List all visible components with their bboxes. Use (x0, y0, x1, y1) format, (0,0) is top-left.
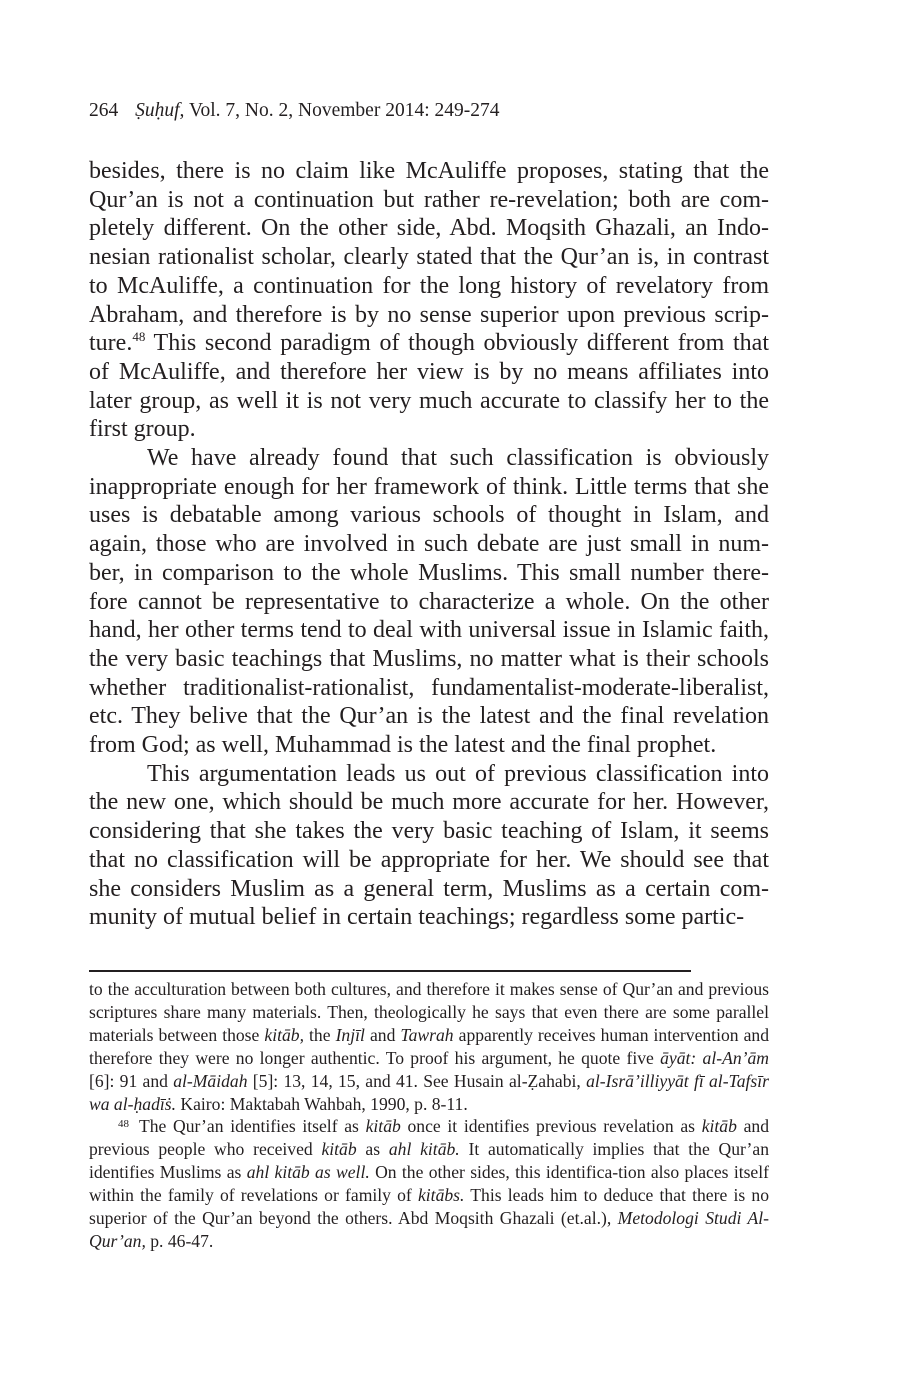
fn-text: apparently receives human intervention and therefore they were no longer authentic. To proof his argument, he quote five (89, 1024, 770, 1068)
fn-italic: kitāb (701, 1116, 737, 1137)
running-head (89, 98, 499, 124)
fn-text: [5]: 13, 14, 15, and 41. See Husain al-Ẓahabi, (247, 1070, 587, 1091)
fn-italic: kitāb (365, 1116, 401, 1137)
footnote-separator (89, 970, 691, 972)
fn-text: On the other sides, this identifica-tion also places itself within the family of revelations or family of (89, 1162, 769, 1206)
fn-text: Kairo: Maktabah Wahbah, 1990, p. 8-11. (176, 1093, 468, 1114)
paragraph-1 (89, 157, 769, 444)
footnotes (89, 978, 769, 1253)
fn-italic: Tawrah (400, 1024, 454, 1045)
page-number: 264 (89, 100, 119, 121)
fn-italic: Metodologi Studi Al-Qur’an, (89, 1208, 769, 1251)
fn-text: as (356, 1139, 389, 1160)
fn-text: p. 46-47. (145, 1230, 214, 1251)
fn-italic: kitābs. (417, 1185, 465, 1206)
fn-italic: ahl kitāb. (388, 1139, 460, 1160)
fn-text: This leads him to deduce that there is no superior of the Qur’an beyond the others. Abd Moqsith Ghazali (et.al.), (89, 1185, 769, 1229)
paragraph-1-part-a: besides, there is no claim like McAuliffe proposes, stating that the Qur’an is not a continuation but rather re-revelation; both are com-pletely different. On the other side, Abd. Moqsith Ghazali, an Indo-nesian rationalist scholar, clearly stated that the Qur’an is, in contrast to McAuliffe, a continuation for the long history of revelatory from Abraham, and therefore is by no sense superior upon previous scrip-ture. (89, 158, 769, 357)
footnote-number: 48 (118, 1118, 129, 1131)
fn-italic: al-Isrā’illiyyāt fī al-Tafsīr wa al-ḥadīṡ. (89, 1070, 769, 1114)
paragraph-1-part-b: This second paradigm of though obviously different from that of McAuliffe, and therefore her view is by no means affiliates into later group, as well it is not very much accurate to classify her to the first group. (89, 330, 769, 443)
fn-italic: ahl kitāb as well. (246, 1162, 370, 1183)
footnote-48 (89, 1115, 769, 1252)
fn-text: It automatically implies that the Qur’an identifies Muslims as (89, 1139, 769, 1183)
paragraph-2: We have already found that such classification is obviously inappropriate enough for her framework of think. Little terms that she uses is debatable among various schools of thought in Islam, and again, those who are involved in such debate are just small in num-ber, in comparison to the whole Muslims. This small number there-fore cannot be representative to characterize a whole. On the other hand, her other terms tend to deal with universal issue in Islamic faith, the very basic teachings that Muslims, no matter what is their schools whether traditionalist-rationalist, fundamentalist-moderate-liberalist, etc. They belive that the Qur’an is the latest and the final revelation from God; as well, Muhammad is the latest and the final prophet. (89, 445, 769, 759)
fn-italic: kitāb (321, 1139, 357, 1160)
fn-text: The Qur’an identifies itself as (139, 1116, 366, 1137)
paragraph-3: This argumentation leads us out of previous classification into the new one, which should be much more accurate for her. However, considering that she takes the very basic teaching of Islam, it seems that no classification will be appropriate for her. We should see that she considers Muslim as a general term, Muslims as a certain com-munity of mutual belief in certain teachings; regardless some partic- (89, 760, 769, 931)
fn-italic: al-Māidah (173, 1070, 248, 1091)
journal-title: Ṣuḥuf, (135, 100, 185, 121)
fn-text: [6]: 91 and (89, 1070, 174, 1091)
body-text (89, 157, 769, 932)
footnote-continued (89, 978, 769, 1115)
footnote-ref-48[interactable]: 48 (132, 329, 146, 345)
issue-info: Vol. 7, No. 2, November 2014: 249-274 (184, 100, 500, 121)
fn-text: once it identifies previous revelation as (400, 1116, 702, 1137)
fn-text: and (364, 1024, 401, 1045)
fn-italic: kitāb, (264, 1024, 304, 1045)
fn-text: the (303, 1024, 336, 1045)
fn-text: and previous people who received (89, 1116, 769, 1160)
fn-italic: Injīl (335, 1024, 365, 1045)
fn-italic: āyāt: al-An’ām (660, 1047, 769, 1068)
fn-text: to the acculturation between both cultures, and therefore it makes sense of Qur’an and previous scriptures share many materials. Then, theologically he says that even there are some parallel materials between those (89, 979, 769, 1045)
